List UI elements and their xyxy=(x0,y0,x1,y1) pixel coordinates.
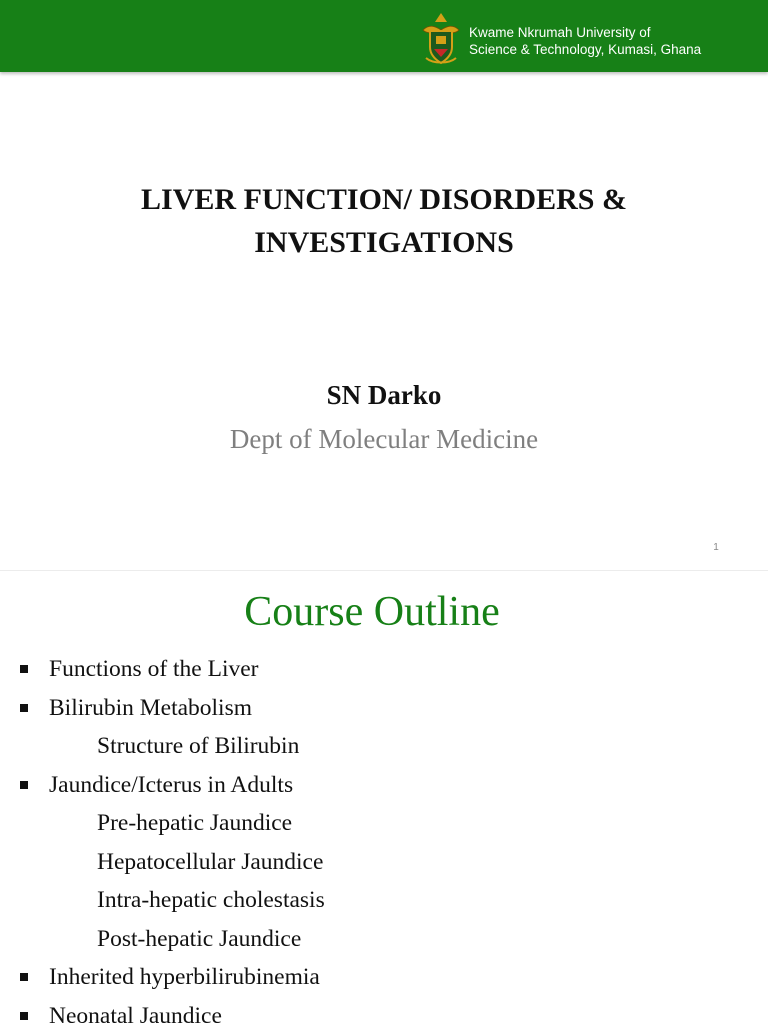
course-outline-title: Course Outline xyxy=(0,588,744,636)
outline-item-text: Intra-hepatic cholestasis xyxy=(97,887,325,913)
slide-title-line-2: INVESTIGATIONS xyxy=(40,221,728,264)
square-bullet-icon xyxy=(20,781,28,789)
outline-item xyxy=(0,881,768,920)
slide-divider xyxy=(0,570,768,571)
outline-item-text: Functions of the Liver xyxy=(49,656,259,682)
outline-item xyxy=(0,804,768,843)
outline-item xyxy=(0,650,768,689)
outline-item xyxy=(0,958,768,997)
outline-item-text: Inherited hyperbilirubinemia xyxy=(49,964,320,990)
outline-item xyxy=(0,997,768,1035)
outline-item-text: Bilirubin Metabolism xyxy=(49,695,252,721)
square-bullet-icon xyxy=(20,1012,28,1020)
outline-item xyxy=(0,920,768,959)
slide-title-line-1: LIVER FUNCTION/ DISORDERS & xyxy=(40,178,728,221)
outline-item xyxy=(0,689,768,728)
square-bullet-icon xyxy=(20,704,28,712)
square-bullet-icon xyxy=(20,665,28,673)
page-number: 1 xyxy=(706,542,726,553)
slide-header-bar xyxy=(0,0,768,72)
slide-title xyxy=(40,178,728,264)
outline-item-text: Neonatal Jaundice xyxy=(49,1003,222,1029)
outline-item-text: Pre-hepatic Jaundice xyxy=(97,810,292,836)
author-name: SN Darko xyxy=(0,380,768,411)
university-name-line-1: Kwame Nkrumah University of xyxy=(469,24,759,41)
department-name: Dept of Molecular Medicine xyxy=(0,424,768,455)
university-name-line-2: Science & Technology, Kumasi, Ghana xyxy=(469,41,759,58)
outline-item-text: Post-hepatic Jaundice xyxy=(97,926,301,952)
square-bullet-icon xyxy=(20,973,28,981)
outline-item xyxy=(0,843,768,882)
outline-item xyxy=(0,727,768,766)
outline-item xyxy=(0,766,768,805)
outline-item-text: Structure of Bilirubin xyxy=(97,733,299,759)
course-outline-list xyxy=(0,650,768,1035)
outline-item-text: Hepatocellular Jaundice xyxy=(97,849,323,875)
university-name xyxy=(469,24,759,58)
knust-crest-icon xyxy=(419,10,463,66)
outline-item-text: Jaundice/Icterus in Adults xyxy=(49,772,293,798)
